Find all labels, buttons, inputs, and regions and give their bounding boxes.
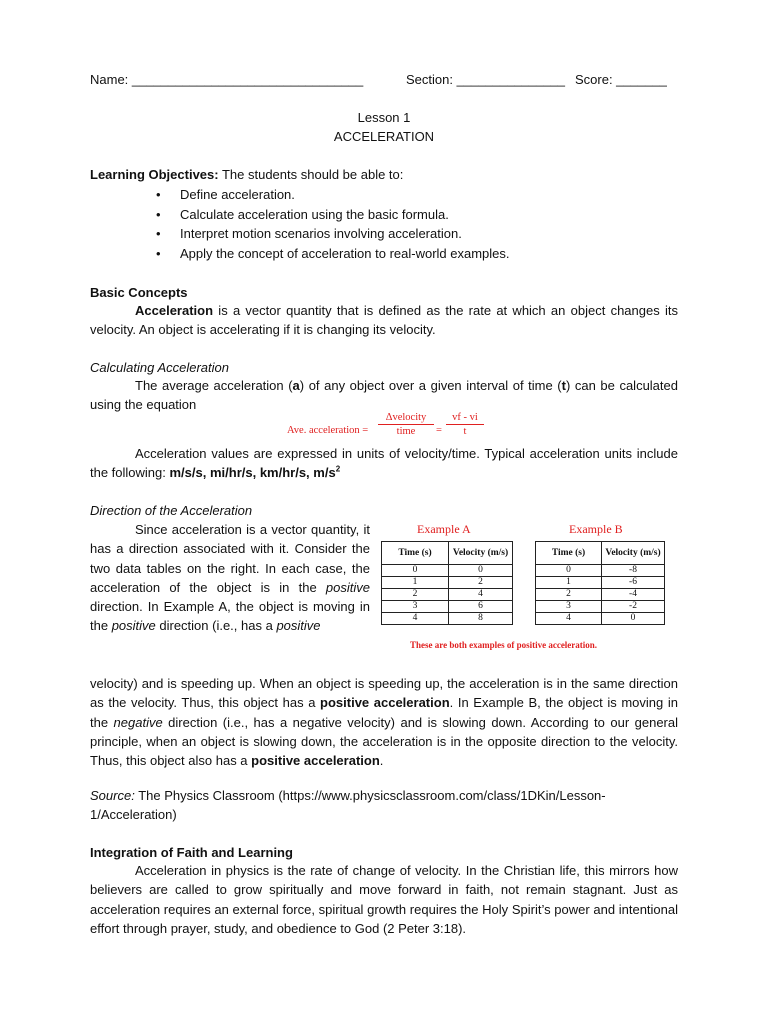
- table-row: 0 -8: [536, 565, 665, 577]
- table-row: 1 2: [382, 577, 513, 589]
- basic-concepts-paragraph: Acceleration is a vector quantity that is defined as the rate at which an object changes its velocity. An object is accelerating if it is changing its velocity.: [90, 303, 678, 338]
- example-a-table: Time (s) Velocity (m/s) 0 0 1 2 2 4 3 6 4 8: [381, 541, 513, 625]
- score-field-label: Score: _______: [575, 72, 667, 87]
- table-row: 2 -4: [536, 589, 665, 601]
- basic-concepts-heading: Basic Concepts: [90, 285, 188, 300]
- objectives-intro: The students should be able to:: [218, 167, 404, 182]
- table-row: 4 0: [536, 613, 665, 625]
- equation-fraction-2: $\frac{vf - vi}{t}$: [446, 412, 484, 437]
- example-b-table: Time (s) Velocity (m/s) 0 -8 1 -6 2 -4 3 -2 4 0: [535, 541, 665, 625]
- table-row: 2 4: [382, 589, 513, 601]
- example-a-caption: Example A: [417, 522, 471, 536]
- calculating-paragraph: The average acceleration (a) of any object over a given interval of time (t) can be calculated using the equation: [90, 378, 678, 413]
- units-paragraph: Acceleration values are expressed in units of velocity/time. Typical acceleration units include the following: m/s/s, mi/hr/s, km/hr/s, $m/s^2$: [90, 446, 678, 481]
- lesson-title: ACCELERATION: [333, 129, 435, 144]
- calculating-heading: Calculating Acceleration: [90, 360, 229, 375]
- table-row: 0 0: [382, 565, 513, 577]
- direction-heading: Direction of the Acceleration: [90, 503, 253, 518]
- objectives-line: [90, 165, 403, 184]
- tables-note: These are both examples of positive acceleration.: [410, 640, 598, 650]
- table-row: 3 6: [382, 601, 513, 613]
- worksheet-page: Name: ________________________________ Section: _______________ Score: _______ Lesson 1 ACCELERATION Learning Objectives: The students should be able to: • Define acceleration. • Calculate acceleration using the basic formula. • Interpret motion scenarios involving acceleration. • Apply the concept of acceleration to real-world examples. Basic Concepts Acceleration is a vector quantity that is defined as the rate at which an object changes its velocity. An object is accelerating if it is changing its velocity. Calculating Acceleration The average acceleration (a) of any object over a given interval of time (t) can be calculated using the equation Ave. acceleration = Δvelocity time = $\frac{vf - vi}{t}$ Acceleration values are expressed in units of velocity/time. Typical acceleration units include the following: m/s/s, mi/hr/s, km/hr/s, $m/s^2$ Direction of the Acceleration Since acceleration is a vector quantity, it has a direction associated with it. Consider the two data tables on the right. In each case, the acceleration of the object is in the positive direction. In Example A, the object is moving in the positive direction (i.e., has a positive Example A Example B Time (s) Velocity (m/s) 0 0 1 2 2 4 3 6 4 8 Time (s) Velocity (m/s) 0 -8 1 -6 2 -4 3 -2 4 0 These are both examples of positive acceleration. velocity) and is speeding up. When an object is speeding up, the acceleration is in the same direction as the velocity. Thus, this object has a positive acceleration. In Example B, the object is moving in the negative direction (i.e., has a negative velocity) and is slowing down. According to our general principle, when an object is slowing down, the acceleration is in the opposite direction to the velocity. Thus, this object also has a positive acceleration. Source: The Physics Classroom (https://www.physicsclassroom.com/class/1DKin/Lesson-1/Acceleration) Integration of Faith and Learning Acceleration in physics is the rate of change of velocity. In the Christian life, this mirrors how believers are called to grow spiritually and move forward in faith, not remain stagnant. Just as acceleration requires an external force, spiritual growth requires the Holy Spirit’s power and intentional effort through prayer, study, and obedience to God (2 Peter 3:18).: [0, 0, 768, 1024]
- example-b-caption: Example B: [569, 522, 623, 536]
- lesson-number: Lesson 1: [357, 110, 411, 125]
- name-field-label: Name: ________________________________: [90, 72, 364, 87]
- direction-paragraph-continued: velocity) and is speeding up. When an object is speeding up, the acceleration is in the same direction as the velocity. Thus, this object has a positive acceleration. In Example B, the object is moving in the negative direction (i.e., has a negative velocity) and is slowing down. According to our general principle, when an object is slowing down, the acceleration is in the opposite direction to the velocity. Thus, this object also has a positive acceleration.: [90, 676, 678, 769]
- section-field-label: Section: _______________: [406, 72, 566, 87]
- faith-heading: Integration of Faith and Learning: [90, 845, 293, 860]
- source-citation: Source: The Physics Classroom (https://www.physicsclassroom.com/class/1DKin/Lesson-1/Acceleration): [90, 788, 606, 823]
- faith-paragraph: Acceleration in physics is the rate of change of velocity. In the Christian life, this mirrors how believers are called to grow spiritually and move forward in faith, not remain stagnant. Just as acceleration requires an external force, spiritual growth requires the Holy Spirit’s power and intentional effort through prayer, study, and obedience to God (2 Peter 3:18).: [90, 863, 678, 936]
- equation-fraction-1: Δvelocity time: [378, 412, 434, 437]
- table-row: 1 -6: [536, 577, 665, 589]
- table-row: 4 8: [382, 613, 513, 625]
- direction-paragraph-wrapped: Since acceleration is a vector quantity, it has a direction associated with it. Consider the two data tables on the right. In each case, the acceleration of the object is in the positive direction. In Example A, the object is moving in the positive direction (i.e., has a positive: [90, 522, 370, 634]
- table-row: 3 -2: [536, 601, 665, 613]
- objectives-heading: Learning Objectives:: [90, 167, 219, 182]
